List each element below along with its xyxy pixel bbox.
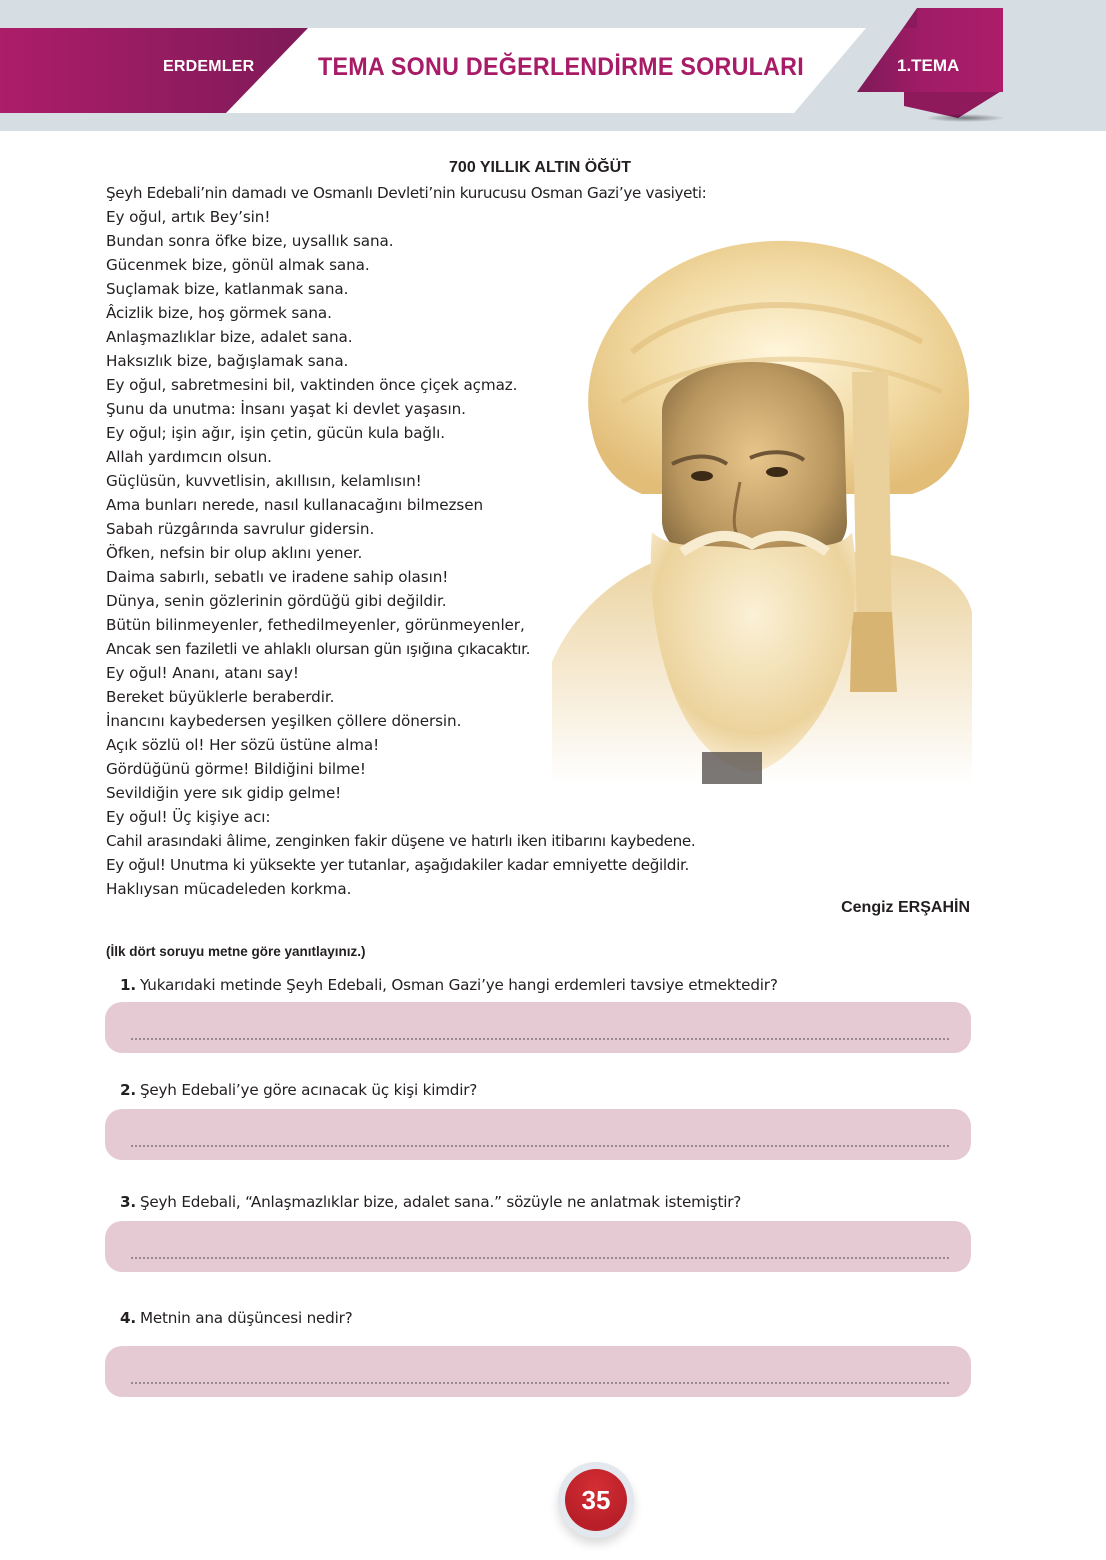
theme-label: 1.TEMA xyxy=(897,56,960,75)
question-3 xyxy=(120,1193,741,1211)
text-line: Âcizlik bize, hoş görmek sana. xyxy=(106,304,332,322)
text-line: Ey oğul! Unutma ki yüksekte yer tutanlar, aşağıdakiler kadar emniyette değildir. xyxy=(106,856,689,874)
reading-text xyxy=(106,181,826,901)
page-number-badge xyxy=(556,1460,636,1540)
text-line: Allah yardımcın olsun. xyxy=(106,448,272,466)
text-line: Suçlamak bize, katlanmak sana. xyxy=(106,280,349,298)
text-line: İnancını kaybedersen yeşilken çöllere dönersin. xyxy=(106,712,462,730)
page-title: TEMA SONU DEĞERLENDİRME SORULARI xyxy=(318,53,804,81)
text-line: Güçlüsün, kuvvetlisin, akıllısın, kelamlısın! xyxy=(106,472,422,490)
text-line: Ey oğul, sabretmesini bil, vaktinden önce çiçek açmaz. xyxy=(106,376,518,394)
text-line: Ey oğul! Ananı, atanı say! xyxy=(106,664,299,682)
text-line: Öfken, nefsin bir olup aklını yener. xyxy=(106,544,363,562)
question-text-before: Şeyh Edebali, “ xyxy=(139,1193,251,1211)
answer-dotted-line xyxy=(131,1382,949,1384)
answer-dotted-line xyxy=(131,1257,949,1259)
text-line: Anlaşmazlıklar bize, adalet sana. xyxy=(106,328,353,346)
text-line: Şunu da unutma: İnsanı yaşat ki devlet yaşasın. xyxy=(106,400,466,418)
text-line: Bundan sonra öfke bize, uysallık sana. xyxy=(106,232,394,250)
question-2 xyxy=(120,1081,477,1099)
text-line: Bereket büyüklerle beraberdir. xyxy=(106,688,335,706)
text-line: Açık sözlü ol! Her sözü üstüne alma! xyxy=(106,736,380,754)
question-number: 3. xyxy=(120,1193,136,1211)
text-line: Daima sabırlı, sebatlı ve iradene sahip olasın! xyxy=(106,568,449,586)
ribbon-tail xyxy=(904,90,1003,118)
reading-title: 700 YILLIK ALTIN ÖĞÜT xyxy=(449,159,631,176)
text-line: Gücenmek bize, gönül almak sana. xyxy=(106,256,370,274)
section-label: ERDEMLER xyxy=(163,58,255,75)
question-text: Yukarıdaki metinde Şeyh Edebali, Osman Gazi’ye hangi erdemleri tavsiye etmektedir? xyxy=(139,976,778,994)
text-line: Haklıysan mücadeleden korkma. xyxy=(106,880,352,898)
text-line: Sabah rüzgârında savrulur gidersin. xyxy=(106,520,375,538)
text-line: Ancak sen faziletli ve ahlaklı olursan gün ışığına çıkacaktır. xyxy=(106,640,531,658)
answer-field-1[interactable] xyxy=(105,1002,971,1053)
question-4 xyxy=(120,1309,353,1327)
text-line: Sevildiğin yere sık gidip gelme! xyxy=(106,784,342,802)
question-text: Metnin ana düşüncesi nedir? xyxy=(139,1309,353,1327)
question-text-after: ” sözüyle ne anlatmak istemiştir? xyxy=(494,1193,742,1211)
question-number: 2. xyxy=(120,1081,136,1099)
author-name: Cengiz ERŞAHİN xyxy=(841,899,970,916)
answer-field-4[interactable] xyxy=(105,1346,971,1397)
text-line: Şeyh Edebali’nin damadı ve Osmanlı Devleti’nin kurucusu Osman Gazi’ye vasiyeti: xyxy=(106,184,707,202)
text-line: Cahil arasındaki âlime, zenginken fakir düşene ve hatırlı iken itibarını kaybedene. xyxy=(106,832,696,850)
text-line: Ey oğul! Üç kişiye acı: xyxy=(106,808,271,826)
text-line: Haksızlık bize, bağışlamak sana. xyxy=(106,352,349,370)
questions-instruction: (İlk dört soruyu metne göre yanıtlayınız.) xyxy=(106,944,366,959)
answer-field-2[interactable] xyxy=(105,1109,971,1160)
text-line: Bütün bilinmeyenler, fethedilmeyenler, görünmeyenler, xyxy=(106,616,525,634)
question-text: Şeyh Edebali’ye göre acınacak üç kişi kimdir? xyxy=(139,1081,478,1099)
answer-dotted-line xyxy=(131,1145,949,1147)
question-1 xyxy=(120,976,778,994)
text-line: Ey oğul; işin ağır, işin çetin, gücün kula bağlı. xyxy=(106,424,445,442)
text-line: Dünya, senin gözlerinin gördüğü gibi değildir. xyxy=(106,592,447,610)
question-number: 4. xyxy=(120,1309,136,1327)
question-quote: Anlaşmazlıklar bize, adalet sana. xyxy=(250,1193,495,1211)
ribbon-main xyxy=(857,8,1003,92)
page-number: 35 xyxy=(565,1469,627,1531)
text-line: Gördüğünü görme! Bildiğini bilme! xyxy=(106,760,366,778)
answer-field-3[interactable] xyxy=(105,1221,971,1272)
question-number: 1. xyxy=(120,976,136,994)
text-line: Ama bunları nerede, nasıl kullanacağını bilmezsen xyxy=(106,496,483,514)
text-line: Ey oğul, artık Bey’sin! xyxy=(106,208,271,226)
answer-dotted-line xyxy=(131,1038,949,1040)
